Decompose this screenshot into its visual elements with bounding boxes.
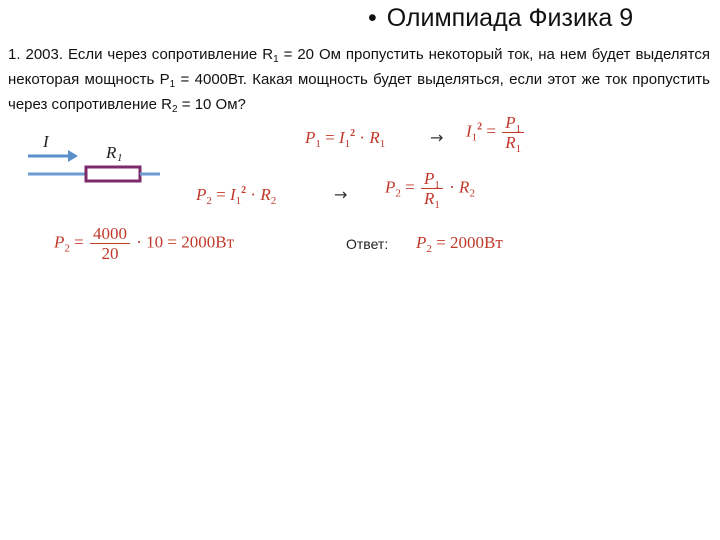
problem-text-4: = 10 Ом? bbox=[177, 96, 246, 113]
f1-i-sub: 1 bbox=[344, 138, 351, 150]
current-arrow-head bbox=[68, 150, 78, 162]
formula-power-substituted bbox=[385, 169, 475, 211]
formula-current-squared bbox=[466, 113, 526, 155]
f3-p-sub: 2 bbox=[206, 195, 212, 207]
f4-den: R bbox=[423, 189, 435, 208]
f3-r: R bbox=[260, 185, 271, 204]
f4-eq: = bbox=[405, 177, 415, 197]
answer-p-sub: 2 bbox=[426, 243, 432, 255]
f2-eq: = bbox=[486, 121, 497, 141]
f3-i: I bbox=[229, 185, 236, 204]
f4-r: R bbox=[459, 177, 470, 197]
answer-p: P bbox=[416, 233, 427, 252]
f2-i-sub: 1 bbox=[471, 131, 478, 144]
problem-text-1: 1. 2003. Если через сопротивление R bbox=[8, 46, 274, 63]
problem-statement bbox=[8, 42, 710, 117]
answer-result: = 2000Вт bbox=[431, 233, 503, 252]
f2-num: P bbox=[505, 113, 516, 132]
f5-num: 4000 bbox=[90, 224, 130, 244]
f1-pow: 2 bbox=[350, 128, 356, 139]
slide-title bbox=[368, 4, 633, 33]
f1-r-sub: 1 bbox=[379, 138, 386, 150]
problem-sub-1: 1 bbox=[273, 54, 279, 65]
f3-eq: = bbox=[216, 185, 230, 204]
answer-label: Ответ: bbox=[346, 236, 389, 252]
formula-power-r1 bbox=[305, 128, 385, 148]
formula-calculation bbox=[54, 224, 234, 263]
f5-den: 20 bbox=[101, 244, 119, 263]
f1-r: R bbox=[369, 128, 380, 147]
f3-dot: · bbox=[246, 185, 261, 204]
f4-den-sub: 1 bbox=[434, 199, 440, 211]
f2-den: R bbox=[505, 133, 516, 152]
f1-p-sub: 1 bbox=[315, 138, 321, 150]
f2-pow: 2 bbox=[477, 121, 483, 133]
f4-p-sub: 2 bbox=[395, 187, 401, 200]
f5-p-sub: 2 bbox=[64, 242, 70, 255]
f2-i: I bbox=[466, 121, 472, 141]
f2-fraction bbox=[502, 113, 524, 155]
f3-pow: 2 bbox=[241, 185, 247, 196]
resistor-label: R bbox=[106, 143, 117, 162]
f1-p: P bbox=[305, 128, 316, 147]
f4-num: P bbox=[423, 169, 435, 188]
resistor bbox=[86, 167, 140, 181]
f3-r-sub: 2 bbox=[270, 195, 277, 207]
title-bullet: • bbox=[368, 4, 377, 32]
f2-den-sub: 1 bbox=[515, 143, 522, 155]
problem-text-2: = 20 Ом пропустить некоторый ток, на нем будет выделятся некоторая мощность P bbox=[8, 46, 710, 88]
arrow-1: → bbox=[430, 128, 444, 147]
current-label: I bbox=[43, 132, 49, 151]
title-text: Олимпиада Физика 9 bbox=[386, 4, 634, 32]
formula-power-r2 bbox=[196, 185, 276, 205]
f1-dot: · bbox=[355, 128, 370, 147]
f3-i-sub: 1 bbox=[235, 195, 242, 207]
answer-value bbox=[416, 233, 503, 253]
f3-p: P bbox=[196, 185, 207, 204]
resistor-label-sub: 1 bbox=[117, 152, 123, 164]
problem-sub-3: 2 bbox=[172, 104, 178, 115]
f4-fraction bbox=[421, 169, 443, 211]
f4-p: P bbox=[385, 177, 396, 197]
circuit-diagram bbox=[28, 130, 168, 190]
f5-rest: · 10 = 2000Вт bbox=[131, 232, 235, 252]
f1-eq: = bbox=[325, 128, 339, 147]
f5-fraction bbox=[90, 224, 130, 263]
problem-text-3: = 4000Вт. Какая мощность будет выделяться, если этот же ток пропустить через сопротивление R bbox=[8, 71, 710, 113]
f5-p: P bbox=[54, 232, 65, 252]
f4-num-sub: 1 bbox=[434, 179, 440, 191]
arrow-2: → bbox=[334, 185, 348, 204]
f4-r-sub: 2 bbox=[469, 187, 475, 200]
f4-dot: · bbox=[444, 177, 460, 197]
problem-sub-2: 1 bbox=[169, 79, 176, 90]
f2-num-sub: 1 bbox=[515, 123, 522, 135]
f1-i: I bbox=[338, 128, 345, 147]
f5-eq: = bbox=[74, 232, 84, 252]
